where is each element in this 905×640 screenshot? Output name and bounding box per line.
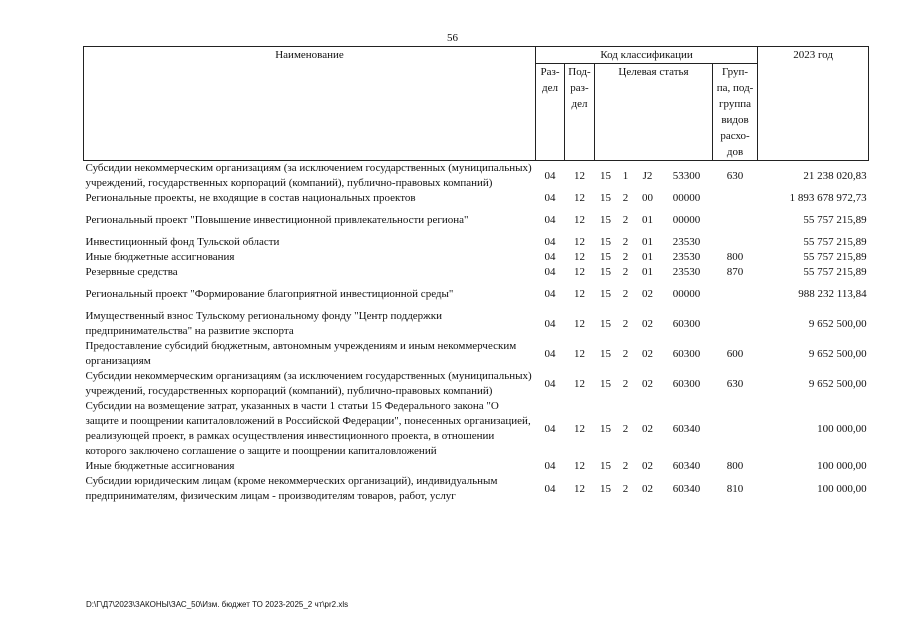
table-row [84,287,869,302]
row-target-subprogram: 2 [622,460,629,472]
table-row [84,399,869,459]
row-name: Имущественный взнос Тульскому региональному фонду "Центр поддержки предпринимательства" на развитие экспорта [85,310,443,337]
row-expense-group: 630 [726,169,744,182]
table-row [84,191,869,206]
row-target-subprogram: 2 [622,266,629,278]
header-expense-group: Груп- па, под- группа видов расхо- дов [713,64,758,161]
row-subsection: 12 [574,347,585,360]
table-row [84,213,869,228]
row-section: 04 [544,214,556,226]
header-classification: Код классификации [536,47,758,64]
row-target-direction: 00000 [672,288,701,300]
table-row [84,459,869,474]
row-section: 04 [544,347,556,360]
row-target-program: 15 [600,169,611,182]
row-name: Иные бюджетные ассигнования [85,460,235,472]
row-amount: 55 757 215,89 [803,236,867,248]
row-target-subprogram: 2 [622,422,629,435]
header-subsection: Под- раз- дел [565,64,595,161]
row-target-direction: 60300 [672,377,701,390]
row-amount: 1 893 678 972,73 [789,192,867,204]
row-amount: 55 757 215,89 [803,251,867,263]
row-expense-group: 810 [726,482,744,495]
row-expense-group: 800 [726,460,744,472]
row-name: Предоставление субсидий бюджетным, автономным учреждениям и иным некоммерческим организациям [85,340,517,367]
row-target-program: 15 [600,251,611,263]
table-row [84,369,869,399]
row-target-program: 15 [600,317,611,330]
row-target-direction: 60300 [672,317,701,330]
row-name: Субсидии на возмещение затрат, указанных в части 1 статьи 15 Федерального закона "О защите и поощрении капиталовложений в Российской Федерации", понесенных организацией, реализующей проект, в рамках осуществления инвестиционного проекта, в отношении которого заключено соглашение о защите и поощрении капиталовложений [85,400,531,457]
row-amount: 9 652 500,00 [808,377,867,390]
row-target-direction: 23530 [672,251,701,263]
budget-table [83,46,869,504]
row-subsection: 12 [574,192,585,204]
row-expense-group: 630 [726,377,744,390]
row-target-subprogram: 1 [622,169,629,182]
row-target-subprogram: 2 [622,377,629,390]
row-target-subprogram: 2 [622,482,629,495]
row-section: 04 [544,377,556,390]
row-expense-group [713,309,758,339]
row-subsection: 12 [574,266,585,278]
row-target-project: 02 [642,422,653,435]
row-name: Инвестиционный фонд Тульской области [85,236,280,248]
row-target-program: 15 [600,266,611,278]
row-name: Субсидии некоммерческим организациям (за исключением государственных (муниципальных) учреждений, государственных корпораций (компаний), публично-правовых компаний) [85,162,532,189]
table-row [84,235,869,250]
row-expense-group [713,191,758,206]
row-target-subprogram: 2 [622,317,629,330]
row-target-direction: 23530 [672,236,701,248]
row-target-project: 01 [642,214,653,226]
row-amount: 100 000,00 [817,460,867,472]
row-name: Субсидии некоммерческим организациям (за исключением государственных (муниципальных) учреждений, государственных корпораций (компаний), публично-правовых компаний) [85,370,532,397]
row-expense-group: 800 [726,251,744,263]
row-target-subprogram: 2 [622,214,629,226]
row-name: Резервные средства [85,266,178,278]
row-target-subprogram: 2 [622,251,629,263]
row-subsection: 12 [574,460,585,472]
table-body [84,161,869,505]
row-target-program: 15 [600,377,611,390]
row-target-project: 01 [642,251,653,263]
header-target-item: Целевая статья [595,64,713,161]
row-target-project: 02 [642,288,653,300]
row-target-subprogram: 2 [622,347,629,360]
row-amount: 100 000,00 [817,482,867,495]
table-row [84,309,869,339]
row-section: 04 [544,422,556,435]
table-row [84,265,869,280]
row-amount: 9 652 500,00 [808,317,867,330]
row-section: 04 [544,266,556,278]
page-number: 56 [447,32,458,44]
row-target-project: 01 [642,236,653,248]
row-target-project: 02 [642,347,653,360]
row-amount: 100 000,00 [817,422,867,435]
header-section: Раз- дел [536,64,565,161]
row-amount: 55 757 215,89 [803,266,867,278]
row-target-project: 01 [642,266,653,278]
row-spacer [84,228,869,235]
row-spacer [84,206,869,213]
row-target-subprogram: 2 [622,192,629,204]
row-expense-group: 870 [726,266,744,278]
header-year: 2023 год [758,47,869,161]
row-subsection: 12 [574,482,585,495]
row-target-project: 00 [642,192,653,204]
row-target-program: 15 [600,288,611,300]
row-target-program: 15 [600,192,611,204]
row-expense-group: 600 [726,347,744,360]
row-spacer-cell [84,302,869,309]
row-expense-group [713,287,758,302]
row-section: 04 [544,317,556,330]
row-section: 04 [544,169,556,182]
row-target-subprogram: 2 [622,236,629,248]
row-target-direction: 60340 [672,460,701,472]
row-subsection: 12 [574,251,585,263]
row-target-program: 15 [600,236,611,248]
table-row [84,250,869,265]
row-name: Региональный проект "Формирование благоприятной инвестиционной среды" [85,288,454,300]
row-subsection: 12 [574,288,585,300]
row-target-program: 15 [600,422,611,435]
row-target-project: 02 [642,460,653,472]
row-name: Региональные проекты, не входящие в состав национальных проектов [85,192,416,204]
row-target-project: 02 [642,317,653,330]
row-amount: 21 238 020,83 [803,169,867,182]
row-amount: 988 232 113,84 [798,288,867,300]
row-spacer-cell [84,280,869,287]
row-section: 04 [544,236,556,248]
row-target-direction: 23530 [672,266,701,278]
row-target-program: 15 [600,460,611,472]
row-subsection: 12 [574,169,585,182]
table-row [84,474,869,504]
row-subsection: 12 [574,214,585,226]
row-section: 04 [544,192,556,204]
row-target-direction: 60340 [672,422,701,435]
row-target-project: J2 [642,169,653,182]
row-target-direction: 53300 [672,169,701,182]
row-name: Иные бюджетные ассигнования [85,251,235,263]
row-spacer [84,280,869,287]
row-section: 04 [544,288,556,300]
table-row [84,339,869,369]
file-path-footer: D:\Г\Д7\2023\ЗАКОНЫ\ЗАС_50\Изм. бюджет ТО 2023-2025_2 чт\pr2.xls [86,600,349,609]
row-subsection: 12 [574,317,585,330]
row-expense-group [713,213,758,228]
row-section: 04 [544,460,556,472]
row-expense-group [713,235,758,250]
row-subsection: 12 [574,377,585,390]
row-name: Региональный проект "Повышение инвестиционной привлекательности региона" [85,214,469,226]
table-row [84,161,869,192]
row-subsection: 12 [574,422,585,435]
row-target-project: 02 [642,377,653,390]
row-spacer-cell [84,206,869,213]
row-target-direction: 00000 [672,214,701,226]
row-target-program: 15 [600,482,611,495]
row-target-direction: 60300 [672,347,701,360]
row-target-program: 15 [600,347,611,360]
row-expense-group [713,399,758,459]
row-target-direction: 60340 [672,482,701,495]
row-target-program: 15 [600,214,611,226]
row-name: Субсидии юридическим лицам (кроме некоммерческих организаций), индивидуальным предпринимателям, физическим лицам - производителям товаров, работ, услуг [85,475,498,502]
row-target-direction: 00000 [672,192,701,204]
row-section: 04 [544,482,556,495]
row-amount: 9 652 500,00 [808,347,867,360]
row-amount: 55 757 215,89 [803,214,867,226]
row-target-subprogram: 2 [622,288,629,300]
table-header [84,47,869,161]
row-section: 04 [544,251,556,263]
header-name: Наименование [84,47,536,161]
row-spacer [84,302,869,309]
row-subsection: 12 [574,236,585,248]
row-spacer-cell [84,228,869,235]
row-target-project: 02 [642,482,653,495]
